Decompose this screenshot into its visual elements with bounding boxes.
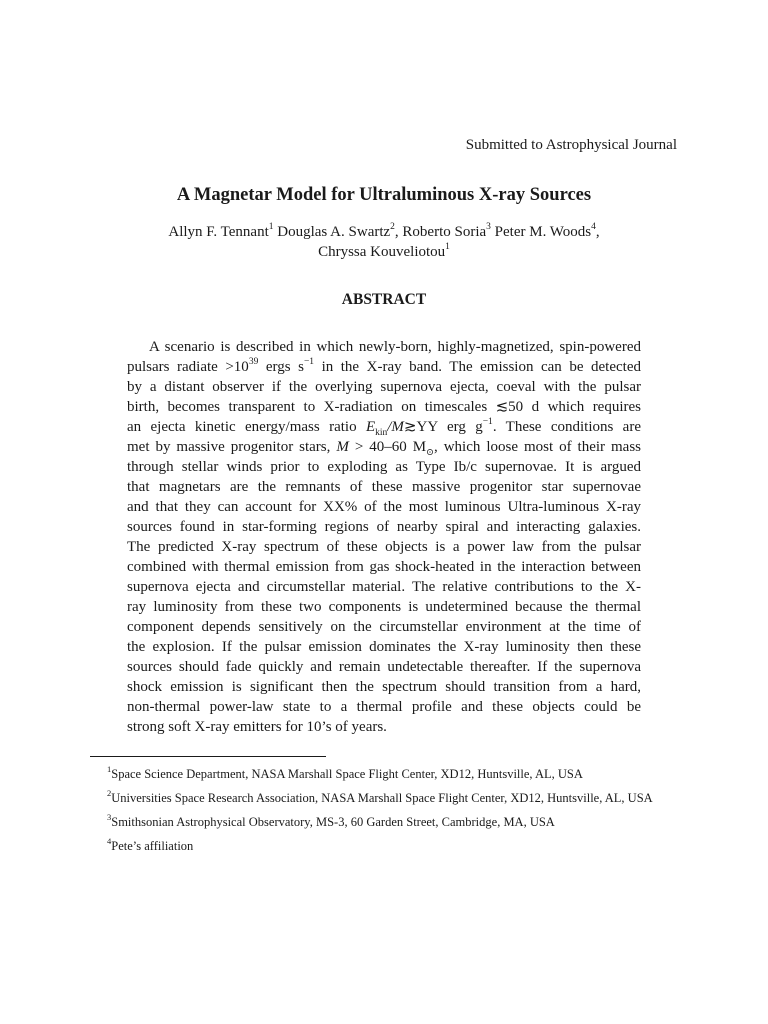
footnote-text: Smithsonian Astrophysical Observatory, MS-3, 60 Garden Street, Cambridge, MA, USA bbox=[111, 815, 555, 829]
author-affiliation-mark: 4 bbox=[591, 222, 596, 232]
abstract-line: an ejecta kinetic energy/mass ratio $E_{kin}/M≳YY$ erg $g^{-1}$. These conditions are bbox=[127, 417, 641, 438]
footnote bbox=[90, 787, 680, 807]
footnote-mark: 2 bbox=[107, 787, 112, 798]
footnote-mark: 3 bbox=[107, 811, 112, 822]
footnote-text: Pete’s affiliation bbox=[111, 839, 194, 853]
abstract-line: combined with thermal emission from gas shock-heated in the interaction between bbox=[127, 559, 641, 575]
footnote bbox=[90, 763, 680, 783]
abstract-line: component depends sensitively on the circumstellar environment at the time of bbox=[127, 619, 641, 635]
abstract-line: birth, becomes transparent to X-radiation on timescales ≲50 d which requires bbox=[127, 399, 641, 415]
abstract-line: pulsars radiate $>10^{39}$ ergs $s^{-1}$ in the X-ray band. The emission can be detected bbox=[127, 357, 641, 375]
author-affiliation-mark: 1 bbox=[445, 242, 450, 252]
abstract-line: met by massive progenitor stars, M > 40–60 $M_⊙$, which loose most of their mass bbox=[127, 439, 642, 458]
author-affiliation-mark: 3 bbox=[486, 222, 491, 232]
abstract-line: sources should fade quickly and remain undetectable thereafter. If the supernova bbox=[127, 659, 641, 675]
abstract-line: sources found in star-forming regions of nearby spiral and interacting galaxies. bbox=[127, 519, 641, 535]
footnote-mark: 4 bbox=[107, 835, 112, 846]
footnote-divider bbox=[90, 756, 326, 757]
abstract-line: shock emission is significant then the spectrum should transition from a hard, bbox=[127, 679, 641, 695]
author-name: Chryssa Kouveliotou bbox=[318, 244, 446, 260]
author-name: Roberto Soria bbox=[402, 224, 487, 240]
author-affiliation-mark: 2 bbox=[390, 222, 395, 232]
submission-note: Submitted to Astrophysical Journal bbox=[465, 137, 677, 153]
author-affiliation-mark: 1 bbox=[268, 222, 274, 232]
footnote-text: Space Science Department, NASA Marshall Space Flight Center, XD12, Huntsville, AL, USA bbox=[111, 767, 583, 781]
abstract-line: strong soft X-ray emitters for 10’s of years. bbox=[127, 719, 387, 735]
abstract-line: A scenario is described in which newly-born, highly-magnetized, spin-powered bbox=[149, 339, 641, 355]
footnote-mark: 1 bbox=[107, 763, 112, 774]
footnote bbox=[90, 811, 680, 831]
author-name: Douglas A. Swartz bbox=[277, 224, 391, 240]
author-list: Allyn F. Tennant$^1$ Douglas A. Swartz$^2$, Roberto Soria$^3$ Peter M. Woods$^4$, Chryssa Kouveliotou$^1$ bbox=[168, 222, 600, 260]
abstract-heading: ABSTRACT bbox=[341, 291, 427, 308]
author-name: Peter M. Woods bbox=[494, 224, 592, 240]
abstract-line: supernova ejecta and circumstellar material. The relative contributions to the X- bbox=[127, 579, 641, 595]
abstract-line: non-thermal power-law state to a thermal profile and these objects could be bbox=[127, 699, 641, 715]
abstract-line: through stellar winds prior to exploding as Type Ib/c supernovae. It is argued bbox=[127, 459, 641, 475]
footnote bbox=[90, 835, 680, 855]
abstract-line: and that they can account for XX% of the most luminous Ultra-luminous X-ray bbox=[127, 499, 641, 515]
footnote-text: Universities Space Research Association, NASA Marshall Space Flight Center, XD12, Huntsville, AL, USA bbox=[111, 791, 653, 805]
paper-title: A Magnetar Model for Ultraluminous X-ray Sources bbox=[176, 185, 592, 205]
abstract-line: that magnetars are the remnants of these massive progenitor star supernovae bbox=[127, 479, 641, 495]
abstract-line: by a distant observer if the overlying supernova ejecta, coeval with the pulsar bbox=[127, 379, 641, 395]
abstract-line: the explosion. If the pulsar emission dominates the X-ray luminosity then these bbox=[127, 639, 641, 655]
author-name: Allyn F. Tennant bbox=[168, 224, 269, 240]
footnotes bbox=[90, 763, 680, 862]
abstract-line: The predicted X-ray spectrum of these objects is a power law from the pulsar bbox=[127, 539, 641, 555]
abstract-line: ray luminosity from these two components is undetermined because the thermal bbox=[127, 599, 641, 615]
abstract-text bbox=[127, 337, 641, 737]
